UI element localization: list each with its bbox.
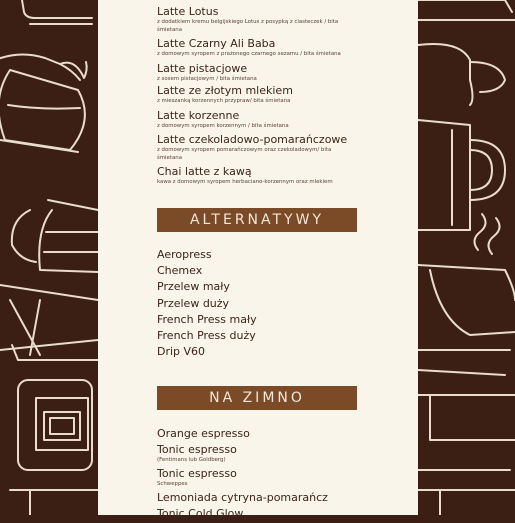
grinder-icon bbox=[418, 0, 515, 20]
item-description: z domowym syropem z prażonego czarnego sezamu / bita śmietana bbox=[157, 51, 341, 57]
section-header-alternatywy: ALTERNATYWY bbox=[157, 208, 357, 232]
item-title: Latte Lotus bbox=[157, 5, 219, 18]
item-description: kawa z domowym syropem herbaciano-korzennym oraz mlekiem bbox=[157, 179, 333, 185]
cup-saucer-icon bbox=[418, 470, 515, 515]
section-header-na-zimno: NA ZIMNO bbox=[157, 386, 357, 410]
item-description: Schweppes bbox=[157, 481, 188, 487]
coffee-pot-icon bbox=[0, 54, 87, 152]
menu-item bbox=[157, 84, 357, 109]
list-item: French Press duży bbox=[157, 329, 256, 343]
item-description: z sosem pistacjowym / bita śmietana bbox=[157, 76, 257, 82]
coffee-machine-icon bbox=[10, 380, 98, 515]
item-title: Tonic espresso bbox=[157, 467, 237, 480]
drip-icon bbox=[418, 350, 515, 440]
menu-item bbox=[157, 165, 357, 189]
item-description: z dodatkiem kremu belgijskiego Lotus z posypką z ciasteczek / bita śmietana bbox=[157, 19, 339, 33]
mug-icon bbox=[418, 120, 505, 230]
menu-item bbox=[157, 133, 357, 165]
kettle-icon bbox=[0, 285, 98, 360]
menu-item bbox=[157, 37, 357, 62]
menu-item bbox=[157, 109, 357, 133]
latte-list bbox=[157, 5, 357, 189]
menu-item bbox=[157, 491, 357, 507]
item-title: Latte ze złotym mlekiem bbox=[157, 84, 293, 97]
item-title: Latte pistacjowe bbox=[157, 62, 248, 75]
item-title: Latte czekoladowo-pomarańczowe bbox=[157, 133, 348, 146]
list-item: French Press mały bbox=[157, 312, 257, 326]
item-title: Orange espresso bbox=[157, 427, 250, 440]
item-description: z domowym syropem korzennym / bita śmietana bbox=[157, 123, 289, 129]
list-item: Chemex bbox=[157, 264, 203, 278]
menu-item bbox=[157, 62, 357, 84]
item-description: (Fentimans lub Goldberg) bbox=[157, 457, 226, 463]
list-item: Przelew mały bbox=[157, 280, 230, 294]
menu-item bbox=[157, 467, 357, 491]
item-description: z mieszanką korzennych przypraw/ bita śmietana bbox=[157, 98, 291, 104]
item-title: Tonic espresso bbox=[157, 443, 237, 456]
list-item: Drip V60 bbox=[157, 345, 206, 359]
steaming-cup-icon bbox=[418, 214, 515, 335]
item-title: Latte Czarny Ali Baba bbox=[157, 37, 276, 50]
menu-item bbox=[157, 443, 357, 467]
item-title: Tonic Cold Glow bbox=[157, 507, 244, 520]
item-title: Chai latte z kawą bbox=[157, 165, 252, 178]
item-description: z domowym syropem pomarańczowym oraz czekoladowym/ bita śmietana bbox=[157, 147, 332, 161]
na-zimno-list bbox=[157, 427, 357, 523]
alternatywy-list bbox=[157, 247, 357, 360]
menu-item bbox=[157, 5, 357, 37]
french-press-icon bbox=[12, 200, 98, 272]
menu-item bbox=[157, 427, 357, 443]
menu-item bbox=[157, 507, 357, 523]
list-item: Aeropress bbox=[157, 248, 212, 261]
cup-icon bbox=[22, 0, 92, 24]
moka-pot-icon bbox=[418, 44, 505, 105]
item-title: Latte korzenne bbox=[157, 109, 240, 122]
list-item: Przelew duży bbox=[157, 296, 230, 310]
item-title: Lemoniada cytryna-pomarańcz bbox=[157, 491, 328, 504]
